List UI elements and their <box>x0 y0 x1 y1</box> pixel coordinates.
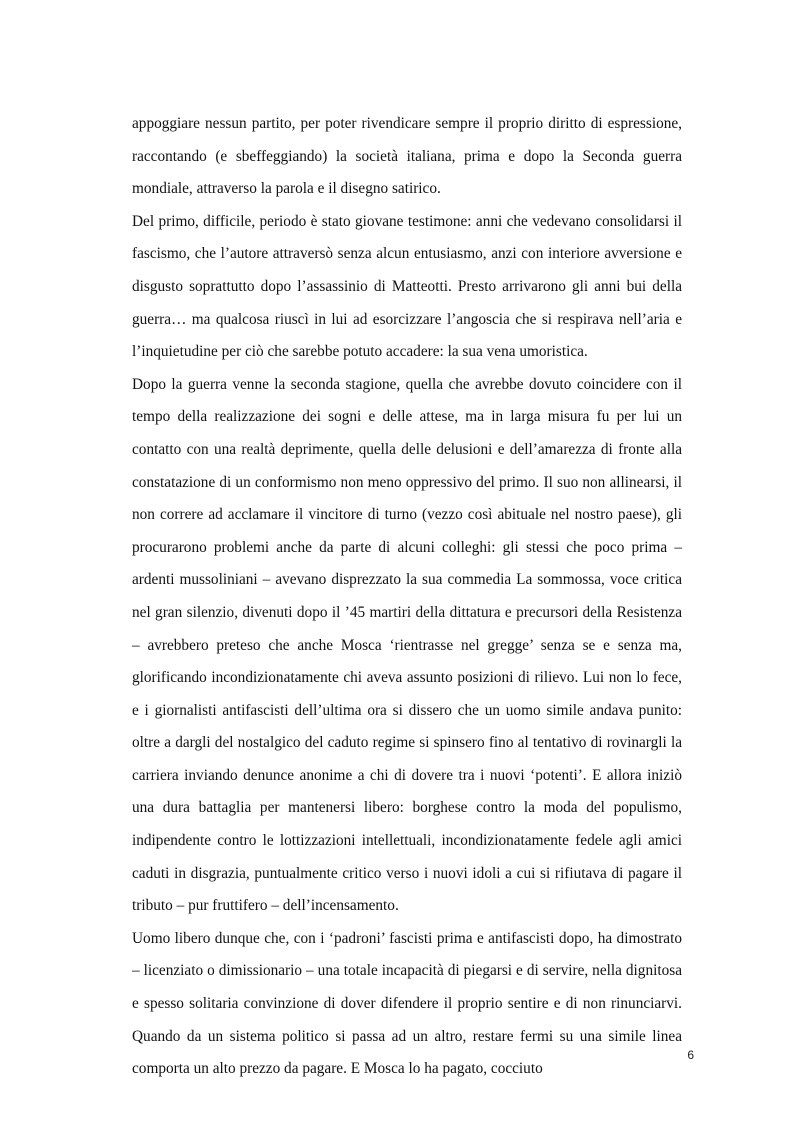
body-text <box>132 108 682 1086</box>
page-number: 6 <box>687 1048 694 1062</box>
paragraph: Del primo, difficile, periodo è stato giovane testimone: anni che vedevano consolidarsi il fascismo, che l’autore attraversò senza alcun entusiasmo, anzi con interiore avversione e disgusto soprattutto dopo l’assassinio di Matteotti. Presto arrivarono gli anni bui della guerra… ma qualcosa riuscì in lui ad esorcizzare l’angoscia che si respirava nell’aria e l’inquietudine per ciò che sarebbe potuto accadere: la sua vena umoristica. <box>132 212 682 361</box>
paragraph: Dopo la guerra venne la seconda stagione, quella che avrebbe dovuto coincidere con il tempo della realizzazione dei sogni e delle attese, ma in larga misura fu per lui un contatto con una realtà deprimente, quella delle delusioni e dell’amarezza di fronte alla constatazione di un conformismo non meno oppressivo del primo. Il suo non allinearsi, il non correre ad acclamare il vincitore di turno (vezzo così abituale nel nostro paese), gli procurarono problemi anche da parte di alcuni colleghi: gli stessi che poco prima – ardenti mussoliniani – avevano disprezzato la sua commedia La sommossa, voce critica nel gran silenzio, divenuti dopo il ’45 martiri della dittatura e precursori della Resistenza – avrebbero preteso che anche Mosca ‘rientrasse nel gregge’ senza se e senza ma, glorificando incondizionatamente chi aveva assunto posizioni di rilievo. Lui non lo fece, e i giornalisti antifascisti dell’ultima ora si dissero che un uomo simile andava punito: oltre a dargli del nostalgico del caduto regime si spinsero fino al tentativo di rovinargli la carriera inviando denunce anonime a chi di dovere tra i nuovi ‘potenti’. E allora iniziò una dura battaglia per mantenersi libero: borghese contro la moda del populismo, indipendente contro le lottizzazioni intellettuali, incondizionatamente fedele agli amici caduti in disgrazia, puntualmente critico verso i nuovi idoli a cui si rifiutava di pagare il tributo – pur fruttifero – dell’incensamento. <box>132 375 682 915</box>
paragraph: appoggiare nessun partito, per poter rivendicare sempre il proprio diritto di espressione, raccontando (e sbeffeggiando) la società italiana, prima e dopo la Seconda guerra mondiale, attraverso la parola e il disegno satirico. <box>132 115 682 198</box>
paragraph: Uomo libero dunque che, con i ‘padroni’ fascisti prima e antifascisti dopo, ha dimostrato – licenziato o dimissionario – una totale incapacità di piegarsi e di servire, nella dignitosa e spesso solitaria convinzione di dover difendere il proprio sentire e di non rinunciarvi. Quando da un sistema politico si passa ad un altro, restare fermi su una simile linea comporta un alto prezzo da pagare. E Mosca lo ha pagato, cocciuto <box>132 929 682 1078</box>
